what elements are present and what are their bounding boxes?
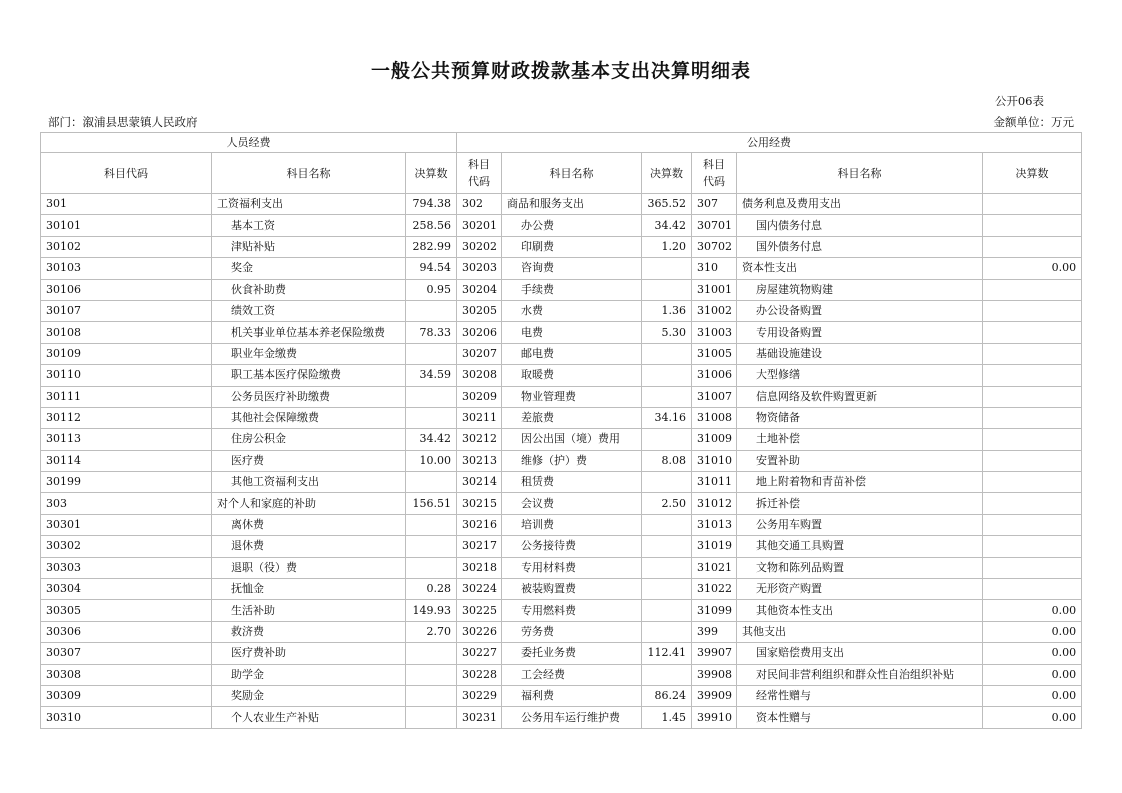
personnel-name-cell: 医疗费补助 — [212, 643, 406, 664]
public1-code-cell: 302 — [457, 194, 502, 215]
public2-amount-cell: 0.00 — [983, 621, 1082, 642]
public1-amount-cell: 365.52 — [642, 194, 692, 215]
public1-amount-cell: 1.45 — [642, 707, 692, 728]
personnel-code-cell: 30111 — [41, 386, 212, 407]
public1-name-cell: 培训费 — [502, 514, 642, 535]
personnel-name-cell: 医疗费 — [212, 450, 406, 471]
public1-code-cell: 30228 — [457, 664, 502, 685]
public2-amount-cell — [983, 536, 1082, 557]
personnel-code-cell: 30303 — [41, 557, 212, 578]
public2-code-cell: 39909 — [692, 685, 737, 706]
personnel-name-cell: 救济费 — [212, 621, 406, 642]
public1-code-cell: 30226 — [457, 621, 502, 642]
public2-name-cell: 专用设备购置 — [737, 322, 983, 343]
public1-amount-cell — [642, 600, 692, 621]
public2-code-cell: 30702 — [692, 236, 737, 257]
table-row — [41, 322, 1082, 343]
personnel-code-cell: 30102 — [41, 236, 212, 257]
public2-name-cell: 国家赔偿费用支出 — [737, 643, 983, 664]
personnel-amount-cell: 0.95 — [406, 279, 457, 300]
public1-amount-cell — [642, 579, 692, 600]
public1-amount-cell: 34.42 — [642, 215, 692, 236]
personnel-code-cell: 30301 — [41, 514, 212, 535]
public1-code-cell: 30205 — [457, 300, 502, 321]
personnel-amount-cell — [406, 300, 457, 321]
col-header-personnel-amount: 决算数 — [406, 153, 457, 194]
public1-name-cell: 公务接待费 — [502, 536, 642, 557]
group-header-public: 公用经费 — [457, 133, 1082, 153]
public1-name-cell: 印刷费 — [502, 236, 642, 257]
public1-amount-cell — [642, 557, 692, 578]
public1-code-cell: 30225 — [457, 600, 502, 621]
public1-code-cell: 30217 — [457, 536, 502, 557]
public1-code-cell: 30231 — [457, 707, 502, 728]
personnel-name-cell: 公务员医疗补助缴费 — [212, 386, 406, 407]
public2-name-cell: 物资储备 — [737, 407, 983, 428]
public1-amount-cell: 8.08 — [642, 450, 692, 471]
personnel-amount-cell: 34.42 — [406, 429, 457, 450]
personnel-amount-cell: 34.59 — [406, 365, 457, 386]
public1-name-cell: 租赁费 — [502, 472, 642, 493]
col-header-public1-code-line1: 科目 — [468, 158, 491, 171]
public2-amount-cell — [983, 215, 1082, 236]
personnel-name-cell: 住房公积金 — [212, 429, 406, 450]
personnel-code-cell: 30106 — [41, 279, 212, 300]
public1-name-cell: 会议费 — [502, 493, 642, 514]
public1-amount-cell — [642, 621, 692, 642]
public1-amount-cell — [642, 664, 692, 685]
personnel-code-cell: 30310 — [41, 707, 212, 728]
amount-unit-label: 金额单位：万元 — [993, 115, 1074, 129]
public2-amount-cell — [983, 493, 1082, 514]
personnel-amount-cell — [406, 514, 457, 535]
personnel-code-cell: 30302 — [41, 536, 212, 557]
public2-amount-cell: 0.00 — [983, 600, 1082, 621]
public2-code-cell: 31003 — [692, 322, 737, 343]
public1-name-cell: 福利费 — [502, 685, 642, 706]
public2-name-cell: 文物和陈列品购置 — [737, 557, 983, 578]
personnel-name-cell: 对个人和家庭的补助 — [212, 493, 406, 514]
public1-amount-cell: 86.24 — [642, 685, 692, 706]
public1-name-cell: 差旅费 — [502, 407, 642, 428]
personnel-name-cell: 个人农业生产补贴 — [212, 707, 406, 728]
public1-amount-cell — [642, 386, 692, 407]
table-row — [41, 236, 1082, 257]
personnel-amount-cell — [406, 685, 457, 706]
public1-amount-cell: 2.50 — [642, 493, 692, 514]
public2-name-cell: 其他资本性支出 — [737, 600, 983, 621]
personnel-code-cell: 30307 — [41, 643, 212, 664]
public1-code-cell: 30214 — [457, 472, 502, 493]
public1-code-cell: 30229 — [457, 685, 502, 706]
personnel-amount-cell: 149.93 — [406, 600, 457, 621]
col-header-public2-code-line1: 科目 — [703, 158, 726, 171]
public2-amount-cell — [983, 514, 1082, 535]
table-row — [41, 279, 1082, 300]
col-header-public2-name: 科目名称 — [737, 153, 983, 194]
public2-name-cell: 大型修缮 — [737, 365, 983, 386]
public1-code-cell: 30209 — [457, 386, 502, 407]
public1-code-cell: 30213 — [457, 450, 502, 471]
table-row — [41, 215, 1082, 236]
personnel-name-cell: 津贴补贴 — [212, 236, 406, 257]
public1-amount-cell — [642, 279, 692, 300]
personnel-code-cell: 30305 — [41, 600, 212, 621]
table-row — [41, 450, 1082, 471]
public1-amount-cell — [642, 258, 692, 279]
col-header-public1-code-line2: 代码 — [468, 175, 491, 188]
form-number: 公开06表 — [994, 94, 1044, 108]
public1-code-cell: 30218 — [457, 557, 502, 578]
public2-amount-cell: 0.00 — [983, 685, 1082, 706]
public1-amount-cell: 112.41 — [642, 643, 692, 664]
col-header-public2-amount: 决算数 — [983, 153, 1082, 194]
public1-name-cell: 专用燃料费 — [502, 600, 642, 621]
personnel-amount-cell: 2.70 — [406, 621, 457, 642]
col-header-public1-amount: 决算数 — [642, 153, 692, 194]
public1-name-cell: 物业管理费 — [502, 386, 642, 407]
public2-code-cell: 31010 — [692, 450, 737, 471]
public1-name-cell: 专用材料费 — [502, 557, 642, 578]
public2-amount-cell — [983, 450, 1082, 471]
public2-name-cell: 安置补助 — [737, 450, 983, 471]
table-row — [41, 386, 1082, 407]
public1-amount-cell — [642, 429, 692, 450]
table-row — [41, 600, 1082, 621]
public1-name-cell: 办公费 — [502, 215, 642, 236]
col-header-personnel-name: 科目名称 — [212, 153, 406, 194]
personnel-name-cell: 基本工资 — [212, 215, 406, 236]
public1-name-cell: 电费 — [502, 322, 642, 343]
personnel-code-cell: 30199 — [41, 472, 212, 493]
public2-code-cell: 31001 — [692, 279, 737, 300]
public2-code-cell: 31009 — [692, 429, 737, 450]
public2-code-cell: 31005 — [692, 343, 737, 364]
personnel-amount-cell: 282.99 — [406, 236, 457, 257]
personnel-code-cell: 30107 — [41, 300, 212, 321]
personnel-code-cell: 30306 — [41, 621, 212, 642]
personnel-name-cell: 工资福利支出 — [212, 194, 406, 215]
public2-amount-cell: 0.00 — [983, 258, 1082, 279]
table-row — [41, 194, 1082, 215]
personnel-code-cell: 30308 — [41, 664, 212, 685]
public2-amount-cell — [983, 279, 1082, 300]
public2-amount-cell — [983, 429, 1082, 450]
public2-name-cell: 基础设施建设 — [737, 343, 983, 364]
public2-code-cell: 39910 — [692, 707, 737, 728]
public2-code-cell: 31099 — [692, 600, 737, 621]
public2-amount-cell — [983, 579, 1082, 600]
public2-code-cell: 39908 — [692, 664, 737, 685]
personnel-name-cell: 抚恤金 — [212, 579, 406, 600]
personnel-code-cell: 30113 — [41, 429, 212, 450]
public1-amount-cell: 1.36 — [642, 300, 692, 321]
personnel-name-cell: 退休费 — [212, 536, 406, 557]
table-row — [41, 664, 1082, 685]
public2-amount-cell: 0.00 — [983, 664, 1082, 685]
public1-code-cell: 30224 — [457, 579, 502, 600]
personnel-name-cell: 奖励金 — [212, 685, 406, 706]
personnel-amount-cell — [406, 536, 457, 557]
personnel-code-cell: 30101 — [41, 215, 212, 236]
public2-name-cell: 信息网络及软件购置更新 — [737, 386, 983, 407]
table-row — [41, 643, 1082, 664]
table-row — [41, 429, 1082, 450]
group-header-personnel: 人员经费 — [41, 133, 457, 153]
public2-code-cell: 399 — [692, 621, 737, 642]
public2-amount-cell — [983, 194, 1082, 215]
col-header-public1-name: 科目名称 — [502, 153, 642, 194]
public1-amount-cell — [642, 343, 692, 364]
public1-code-cell: 30201 — [457, 215, 502, 236]
personnel-code-cell: 30112 — [41, 407, 212, 428]
personnel-name-cell: 职工基本医疗保险缴费 — [212, 365, 406, 386]
personnel-amount-cell — [406, 707, 457, 728]
personnel-name-cell: 生活补助 — [212, 600, 406, 621]
public1-amount-cell: 34.16 — [642, 407, 692, 428]
public1-name-cell: 委托业务费 — [502, 643, 642, 664]
public2-code-cell: 310 — [692, 258, 737, 279]
personnel-amount-cell: 156.51 — [406, 493, 457, 514]
table-row — [41, 707, 1082, 728]
public2-name-cell: 国外债务付息 — [737, 236, 983, 257]
public1-code-cell: 30216 — [457, 514, 502, 535]
public1-name-cell: 公务用车运行维护费 — [502, 707, 642, 728]
personnel-name-cell: 其他工资福利支出 — [212, 472, 406, 493]
personnel-amount-cell — [406, 386, 457, 407]
public2-name-cell: 对民间非营利组织和群众性自治组织补贴 — [737, 664, 983, 685]
public2-amount-cell — [983, 343, 1082, 364]
public2-name-cell: 债务利息及费用支出 — [737, 194, 983, 215]
public2-amount-cell — [983, 300, 1082, 321]
public2-name-cell: 土地补偿 — [737, 429, 983, 450]
table-row — [41, 514, 1082, 535]
table-row — [41, 493, 1082, 514]
public1-name-cell: 水费 — [502, 300, 642, 321]
personnel-name-cell: 离休费 — [212, 514, 406, 535]
public1-name-cell: 被装购置费 — [502, 579, 642, 600]
personnel-amount-cell: 794.38 — [406, 194, 457, 215]
public2-code-cell: 31007 — [692, 386, 737, 407]
personnel-amount-cell — [406, 472, 457, 493]
public1-name-cell: 咨询费 — [502, 258, 642, 279]
public1-amount-cell — [642, 365, 692, 386]
personnel-amount-cell: 94.54 — [406, 258, 457, 279]
table-row — [41, 472, 1082, 493]
expenditure-table — [40, 132, 1082, 729]
public1-code-cell: 30212 — [457, 429, 502, 450]
personnel-name-cell: 职业年金缴费 — [212, 343, 406, 364]
public2-code-cell: 31019 — [692, 536, 737, 557]
personnel-name-cell: 其他社会保障缴费 — [212, 407, 406, 428]
col-header-public2-code — [692, 153, 737, 194]
table-row — [41, 579, 1082, 600]
table-row — [41, 300, 1082, 321]
public2-name-cell: 国内债务付息 — [737, 215, 983, 236]
personnel-amount-cell — [406, 343, 457, 364]
public2-name-cell: 资本性赠与 — [737, 707, 983, 728]
table-row — [41, 407, 1082, 428]
personnel-code-cell: 30304 — [41, 579, 212, 600]
personnel-amount-cell — [406, 407, 457, 428]
public1-code-cell: 30204 — [457, 279, 502, 300]
public1-amount-cell: 5.30 — [642, 322, 692, 343]
col-header-personnel-code: 科目代码 — [41, 153, 212, 194]
table-row — [41, 365, 1082, 386]
public2-code-cell: 31008 — [692, 407, 737, 428]
personnel-code-cell: 30109 — [41, 343, 212, 364]
public1-amount-cell: 1.20 — [642, 236, 692, 257]
department-label: 部门：溆浦县思蒙镇人民政府 — [48, 115, 198, 129]
personnel-code-cell: 30114 — [41, 450, 212, 471]
personnel-name-cell: 机关事业单位基本养老保险缴费 — [212, 322, 406, 343]
public2-amount-cell — [983, 407, 1082, 428]
public1-code-cell: 30215 — [457, 493, 502, 514]
personnel-code-cell: 30309 — [41, 685, 212, 706]
personnel-amount-cell: 10.00 — [406, 450, 457, 471]
table-row — [41, 343, 1082, 364]
public1-code-cell: 30207 — [457, 343, 502, 364]
personnel-amount-cell: 78.33 — [406, 322, 457, 343]
public2-amount-cell — [983, 365, 1082, 386]
public2-code-cell: 31021 — [692, 557, 737, 578]
personnel-name-cell: 助学金 — [212, 664, 406, 685]
public2-name-cell: 拆迁补偿 — [737, 493, 983, 514]
public2-code-cell: 31022 — [692, 579, 737, 600]
public2-amount-cell — [983, 386, 1082, 407]
personnel-amount-cell: 258.56 — [406, 215, 457, 236]
public2-code-cell: 39907 — [692, 643, 737, 664]
public2-name-cell: 资本性支出 — [737, 258, 983, 279]
col-header-public2-code-line2: 代码 — [703, 175, 726, 188]
public1-code-cell: 30208 — [457, 365, 502, 386]
public1-name-cell: 因公出国（境）费用 — [502, 429, 642, 450]
personnel-name-cell: 退职（役）费 — [212, 557, 406, 578]
public1-amount-cell — [642, 514, 692, 535]
public2-amount-cell: 0.00 — [983, 707, 1082, 728]
personnel-amount-cell — [406, 557, 457, 578]
public2-name-cell: 办公设备购置 — [737, 300, 983, 321]
personnel-code-cell: 303 — [41, 493, 212, 514]
public2-code-cell: 31006 — [692, 365, 737, 386]
public2-code-cell: 307 — [692, 194, 737, 215]
public1-name-cell: 取暖费 — [502, 365, 642, 386]
personnel-amount-cell: 0.28 — [406, 579, 457, 600]
personnel-code-cell: 30108 — [41, 322, 212, 343]
public2-name-cell: 其他支出 — [737, 621, 983, 642]
public2-name-cell: 公务用车购置 — [737, 514, 983, 535]
table-row — [41, 557, 1082, 578]
personnel-name-cell: 奖金 — [212, 258, 406, 279]
public1-name-cell: 维修（护）费 — [502, 450, 642, 471]
table-row — [41, 685, 1082, 706]
personnel-name-cell: 绩效工资 — [212, 300, 406, 321]
personnel-code-cell: 30110 — [41, 365, 212, 386]
public1-amount-cell — [642, 536, 692, 557]
table-row — [41, 258, 1082, 279]
public2-amount-cell — [983, 557, 1082, 578]
table-row — [41, 621, 1082, 642]
public1-code-cell: 30202 — [457, 236, 502, 257]
public1-amount-cell — [642, 472, 692, 493]
public2-code-cell: 31002 — [692, 300, 737, 321]
personnel-name-cell: 伙食补助费 — [212, 279, 406, 300]
table-row — [41, 536, 1082, 557]
public1-code-cell: 30203 — [457, 258, 502, 279]
public2-code-cell: 31013 — [692, 514, 737, 535]
public2-code-cell: 31012 — [692, 493, 737, 514]
public1-name-cell: 手续费 — [502, 279, 642, 300]
public2-name-cell: 房屋建筑物购建 — [737, 279, 983, 300]
public2-amount-cell — [983, 236, 1082, 257]
personnel-amount-cell — [406, 664, 457, 685]
public1-name-cell: 劳务费 — [502, 621, 642, 642]
public2-code-cell: 31011 — [692, 472, 737, 493]
public2-name-cell: 地上附着物和青苗补偿 — [737, 472, 983, 493]
public2-amount-cell: 0.00 — [983, 643, 1082, 664]
personnel-amount-cell — [406, 643, 457, 664]
public2-amount-cell — [983, 322, 1082, 343]
public2-code-cell: 30701 — [692, 215, 737, 236]
public2-name-cell: 其他交通工具购置 — [737, 536, 983, 557]
public1-code-cell: 30227 — [457, 643, 502, 664]
public1-name-cell: 邮电费 — [502, 343, 642, 364]
public2-name-cell: 无形资产购置 — [737, 579, 983, 600]
public1-name-cell: 商品和服务支出 — [502, 194, 642, 215]
public2-amount-cell — [983, 472, 1082, 493]
public1-name-cell: 工会经费 — [502, 664, 642, 685]
public1-code-cell: 30206 — [457, 322, 502, 343]
personnel-code-cell: 30103 — [41, 258, 212, 279]
public2-name-cell: 经常性赠与 — [737, 685, 983, 706]
col-header-public1-code — [457, 153, 502, 194]
personnel-code-cell: 301 — [41, 194, 212, 215]
public1-code-cell: 30211 — [457, 407, 502, 428]
page-title: 一般公共预算财政拨款基本支出决算明细表 — [370, 60, 751, 82]
